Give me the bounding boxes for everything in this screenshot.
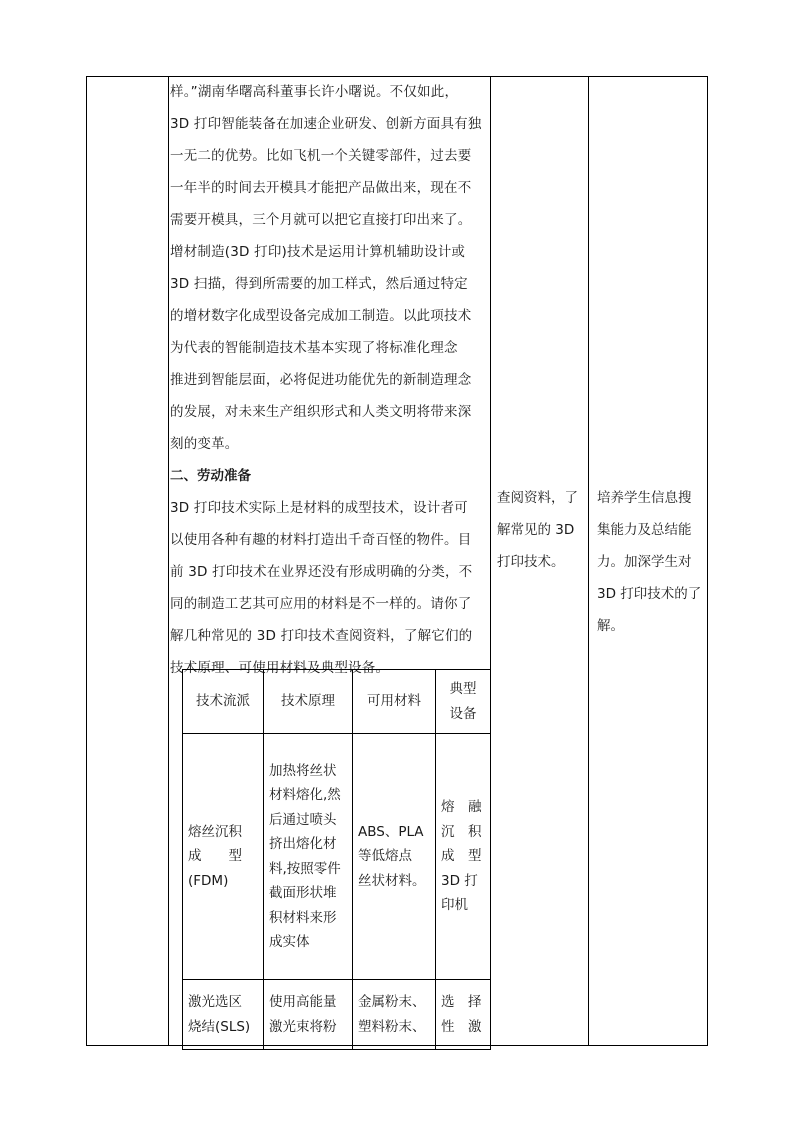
intro-line: 增材制造(3D 打印)技术是运用计算机辅助设计或 bbox=[170, 244, 466, 260]
cell-line: 料,按照零件 bbox=[269, 860, 341, 877]
printing-tech-table bbox=[182, 669, 491, 1050]
cell-line: 烧结(SLS) bbox=[188, 1018, 251, 1035]
intro-paragraph bbox=[170, 76, 490, 460]
cell-line: 选 择 bbox=[441, 994, 482, 1010]
teaching-content-column bbox=[170, 76, 490, 684]
cell-line: 成 型 bbox=[441, 848, 482, 865]
student-activity-line: 解常见的 3D bbox=[497, 522, 575, 538]
design-intent-line: 集能力及总结能 bbox=[597, 522, 692, 538]
design-intent-line: 解。 bbox=[597, 618, 624, 634]
student-activity-line: 打印技术。 bbox=[497, 554, 565, 570]
cell-line: 成实体 bbox=[269, 934, 310, 950]
cell-line: 挤出熔化材 bbox=[269, 836, 337, 852]
intro-line: 的发展，对未来生产组织形式和人类文明将带来深 bbox=[170, 404, 472, 420]
cell-line: 激光束将粉 bbox=[269, 1018, 337, 1035]
cell-line: 熔 融 bbox=[441, 799, 482, 816]
intro-line: 为代表的智能制造技术基本实现了将标准化理念 bbox=[170, 340, 458, 356]
header-device-line: 典型 bbox=[449, 681, 477, 697]
header-materials: 可用材料 bbox=[353, 670, 436, 734]
cell-line: 后通过喷头 bbox=[269, 811, 337, 828]
design-intent-line: 培养学生信息搜 bbox=[597, 490, 692, 506]
cell-line: 印机 bbox=[441, 897, 468, 914]
prep-line: 3D 打印技术实际上是材料的成型技术，设计者可 bbox=[170, 500, 468, 516]
cell-line: 材料熔化,然 bbox=[269, 787, 341, 803]
cell-line: 激光选区 bbox=[188, 994, 242, 1010]
header-device-line: 设备 bbox=[449, 705, 477, 722]
cell-tech-school bbox=[183, 980, 264, 1050]
cell-line: 等低熔点 bbox=[358, 848, 412, 865]
prep-line: 同的制造工艺其可应用的材料是不一样的。请你了 bbox=[170, 596, 472, 612]
cell-typical-device bbox=[436, 980, 491, 1050]
cell-line: 金属粉末、 bbox=[358, 994, 426, 1010]
cell-line: ABS、PLA bbox=[358, 823, 424, 840]
prep-line: 技术原理、可使用材料及典型设备。 bbox=[170, 660, 390, 676]
intro-line: 样。”湖南华曙高科董事长许小曙说。不仅如此， bbox=[170, 84, 459, 100]
cell-line: 使用高能量 bbox=[269, 994, 337, 1010]
intro-line: 3D 扫描，得到所需要的加工样式，然后通过特定 bbox=[170, 276, 468, 292]
intro-line: 的增材数字化成型设备完成加工制造。以此项技术 bbox=[170, 308, 472, 324]
table-row bbox=[183, 980, 491, 1050]
cell-line: 塑料粉末、 bbox=[358, 1018, 426, 1035]
table-header-row bbox=[183, 670, 491, 734]
cell-tech-school bbox=[183, 734, 264, 980]
cell-line: (FDM) bbox=[188, 872, 229, 889]
prep-paragraph bbox=[170, 492, 490, 684]
cell-line: 沉 积 bbox=[441, 823, 482, 840]
cell-line: 丝状材料。 bbox=[358, 872, 426, 889]
cell-line: 成 型 bbox=[188, 848, 242, 865]
design-intent-cell bbox=[597, 482, 701, 642]
header-tech-school: 技术流派 bbox=[183, 670, 264, 734]
cell-materials bbox=[353, 734, 436, 980]
intro-line: 3D 打印智能装备在加速企业研发、创新方面具有独 bbox=[170, 116, 482, 132]
cell-line: 积材料来形 bbox=[269, 909, 337, 926]
student-activity-line: 查阅资料，了 bbox=[497, 490, 578, 506]
cell-typical-device bbox=[436, 734, 491, 980]
column-divider-1 bbox=[168, 76, 169, 1046]
prep-line: 前 3D 打印技术在业界还没有形成明确的分类，不 bbox=[170, 564, 473, 580]
cell-line: 性 激 bbox=[441, 1018, 482, 1035]
cell-line: 3D 打 bbox=[441, 872, 478, 889]
intro-line: 一无二的优势。比如飞机一个关键零部件，过去要 bbox=[170, 148, 472, 164]
table-row bbox=[183, 734, 491, 980]
student-activity-cell bbox=[497, 482, 578, 578]
cell-tech-principle bbox=[264, 734, 353, 980]
cell-materials bbox=[353, 980, 436, 1050]
design-intent-line: 力。加深学生对 bbox=[597, 554, 692, 570]
prep-line: 解几种常见的 3D 打印技术查阅资料，了解它们的 bbox=[170, 628, 473, 644]
intro-line: 一年半的时间去开模具才能把产品做出来，现在不 bbox=[170, 180, 472, 196]
header-tech-principle: 技术原理 bbox=[264, 670, 353, 734]
cell-line: 加热将丝状 bbox=[269, 762, 337, 779]
header-typical-device bbox=[436, 670, 491, 734]
design-intent-line: 3D 打印技术的了 bbox=[597, 586, 702, 602]
cell-line: 熔丝沉积 bbox=[188, 823, 242, 840]
intro-line: 刻的变革。 bbox=[170, 436, 239, 452]
prep-line: 以使用各种有趣的材料打造出千奇百怪的物件。目 bbox=[170, 532, 472, 548]
section-title: 二、劳动准备 bbox=[170, 468, 251, 484]
intro-line: 推进到智能层面，必将促进功能优先的新制造理念 bbox=[170, 372, 472, 388]
column-divider-3 bbox=[588, 76, 589, 1046]
cell-tech-principle bbox=[264, 980, 353, 1050]
cell-line: 截面形状堆 bbox=[269, 885, 337, 901]
intro-line: 需要开模具，三个月就可以把它直接打印出来了。 bbox=[170, 212, 472, 228]
